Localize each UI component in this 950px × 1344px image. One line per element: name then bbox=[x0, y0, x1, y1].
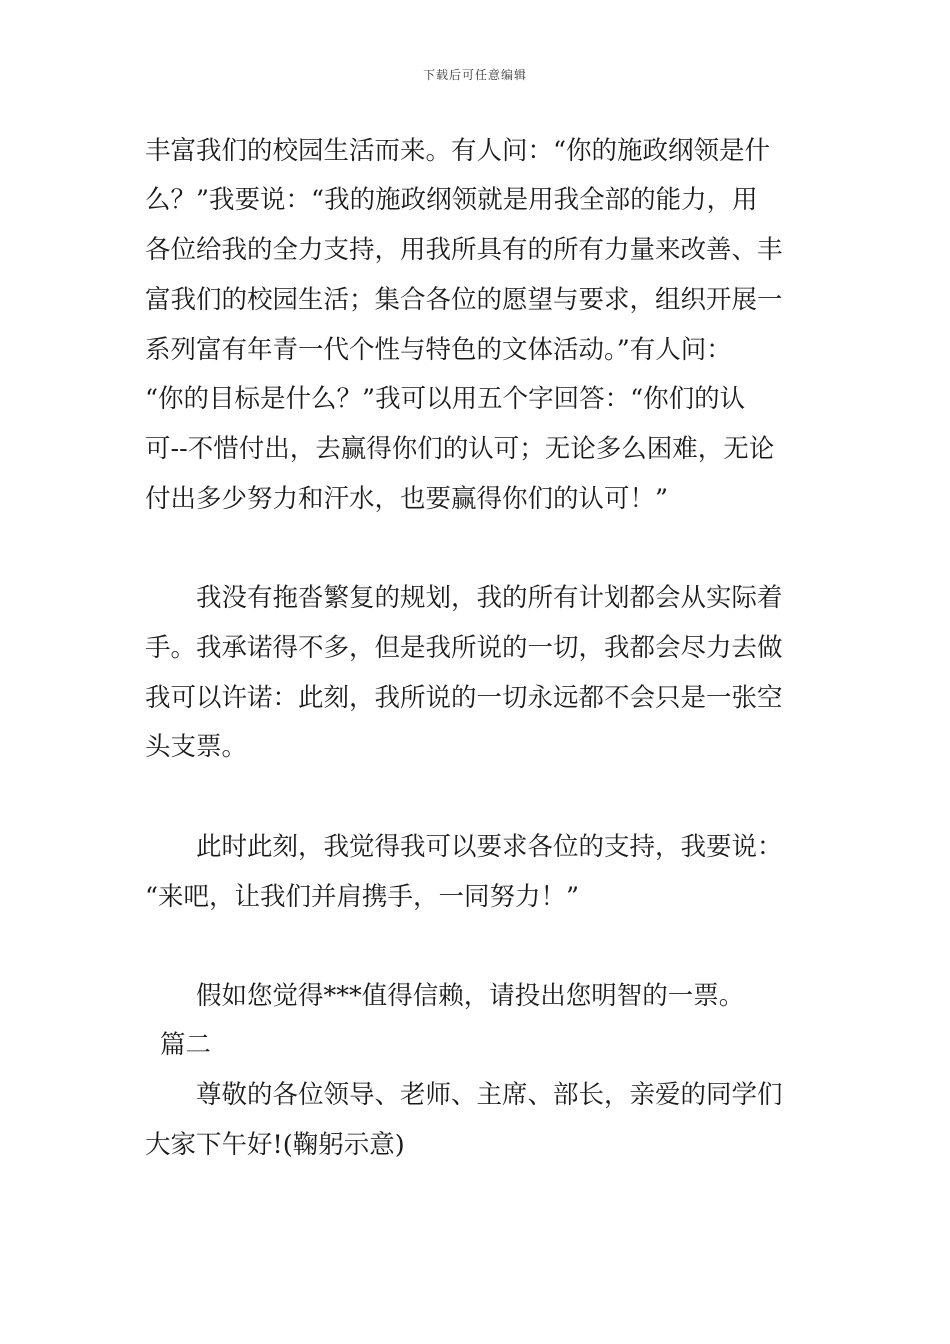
page-header-note: 下载后可任意编辑 bbox=[422, 68, 527, 82]
paragraph-line: 假如您觉得***值得信赖，请投出您明智的一票。 bbox=[196, 981, 745, 1011]
paragraph-line: 手。我承诺得不多，但是我所说的一切，我都会尽力去做 bbox=[145, 633, 783, 663]
paragraph-line: 丰富我们的校园生活而来。有人问：“你的施政纲领是什 bbox=[145, 136, 771, 166]
paragraph-line: 各位给我的全力支持，用我所具有的所有力量来改善、丰 bbox=[145, 235, 783, 265]
paragraph-line: 么？”我要说：“我的施政纲领就是用我全部的能力，用 bbox=[145, 185, 758, 215]
paragraph-line: 富我们的校园生活；集合各位的愿望与要求，组织开展一 bbox=[145, 285, 783, 315]
paragraph-line: 我可以许诺：此刻，我所说的一切永远都不会只是一张空 bbox=[145, 683, 783, 713]
section-title: 篇二 bbox=[160, 1030, 212, 1060]
paragraph-line: “来吧，让我们并肩携手，一同努力！” bbox=[145, 882, 580, 912]
paragraph-line: 尊敬的各位领导、老师、主席、部长，亲爱的同学们 bbox=[196, 1080, 783, 1110]
paragraph-line: 头支票。 bbox=[145, 732, 248, 762]
paragraph-line: 我没有拖沓繁复的规划，我的所有计划都会从实际着 bbox=[196, 583, 783, 613]
paragraph-line: “你的目标是什么？”我可以用五个字回答：“你们的认 bbox=[145, 384, 746, 414]
paragraph-line: 系列富有年青一代个性与特色的文体活动。”有人问： bbox=[145, 335, 732, 365]
paragraph-line: 可--不惜付出，去赢得你们的认可；无论多么困难，无论 bbox=[145, 434, 775, 464]
paragraph-line: 大家下午好!(鞠躬示意) bbox=[145, 1130, 405, 1160]
paragraph-line: 此时此刻，我觉得我可以要求各位的支持，我要说： bbox=[196, 832, 783, 862]
paragraph-line: 付出多少努力和汗水，也要赢得你们的认可！” bbox=[145, 484, 669, 514]
